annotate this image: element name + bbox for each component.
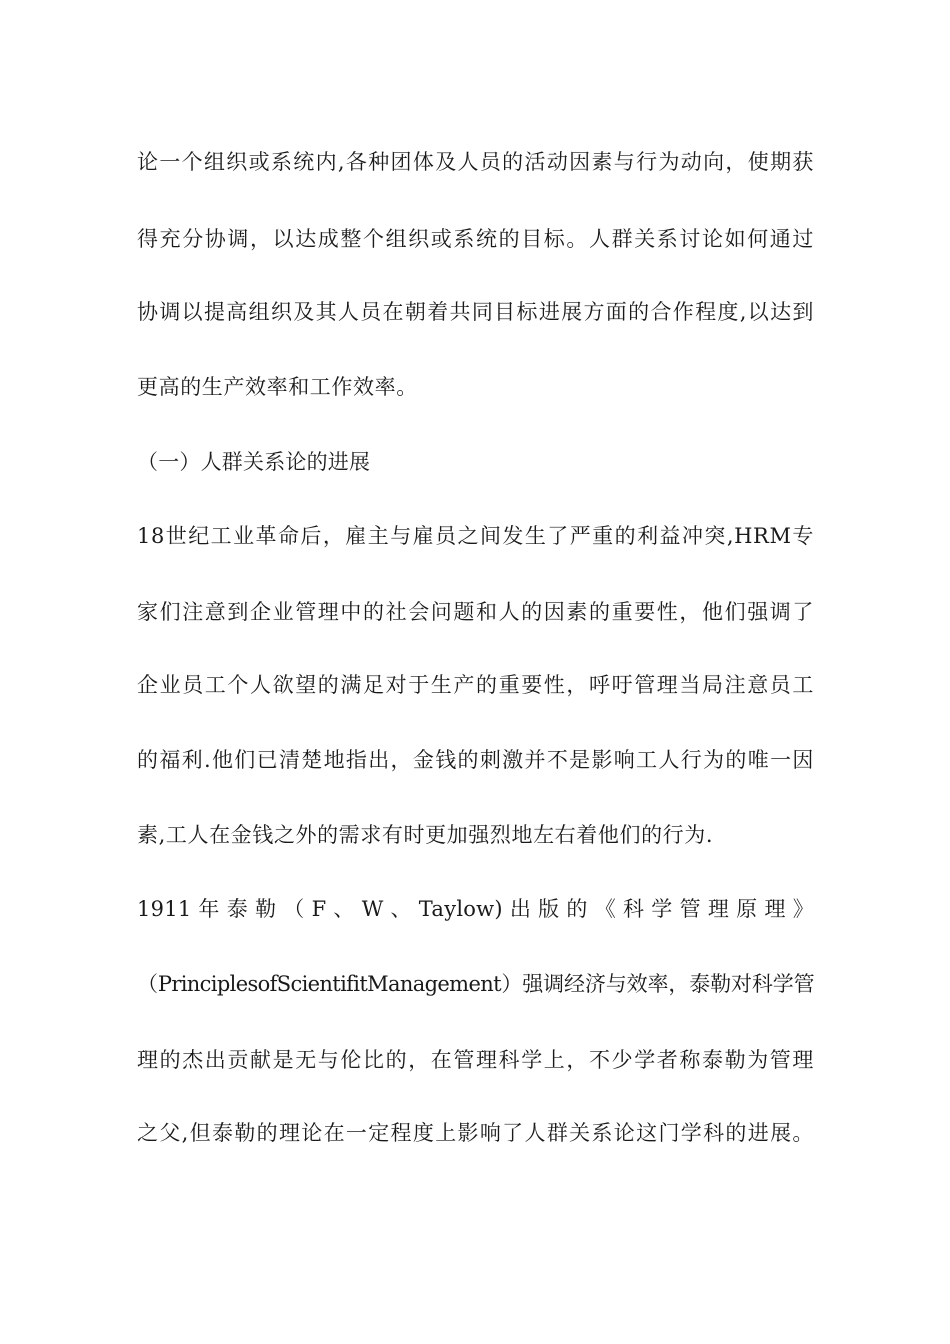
body-text-line: 之父,但泰勒的理论在一定程度上影响了人群关系论这门学科的进展。 [137,1121,814,1145]
body-text-line: 1911 年 泰 勒 （ F 、 W 、 Taylow) 出 版 的 《 科 学 管 理 原 理 》 [137,897,814,921]
body-text-line: 企业员工个人欲望的满足对于生产的重要性，呼吁管理当局注意员工 [137,673,814,697]
body-text-line: （PrinciplesofScientifitManagement）强调经济与效率，泰勒对科学管 [137,972,814,996]
body-text-line: 理的杰出贡献是无与伦比的，在管理科学上，不少学者称泰勒为管理 [137,1048,814,1072]
body-text-line: 素,工人在金钱之外的需求有时更加强烈地左右着他们的行为. [137,823,714,847]
body-text-line: 得充分协调，以达成整个组织或系统的目标。人群关系讨论如何通过 [137,227,814,251]
body-text-line: 更高的生产效率和工作效率。 [137,375,418,399]
section-heading: （一）人群关系论的进展 [137,450,371,474]
body-text-line: 论一个组织或系统内,各种团体及人员的活动因素与行为动向，使期获 [137,150,814,174]
body-text-line: 协调以提高组织及其人员在朝着共同目标进展方面的合作程度,以达到 [137,300,814,324]
body-text-line: 家们注意到企业管理中的社会问题和人的因素的重要性，他们强调了 [137,600,814,624]
body-text-line: 的福利.他们已清楚地指出，金钱的刺激并不是影响工人行为的唯一因 [137,748,814,772]
body-text-line: 18世纪工业革命后，雇主与雇员之间发生了严重的利益冲突,HRM专 [137,524,814,548]
